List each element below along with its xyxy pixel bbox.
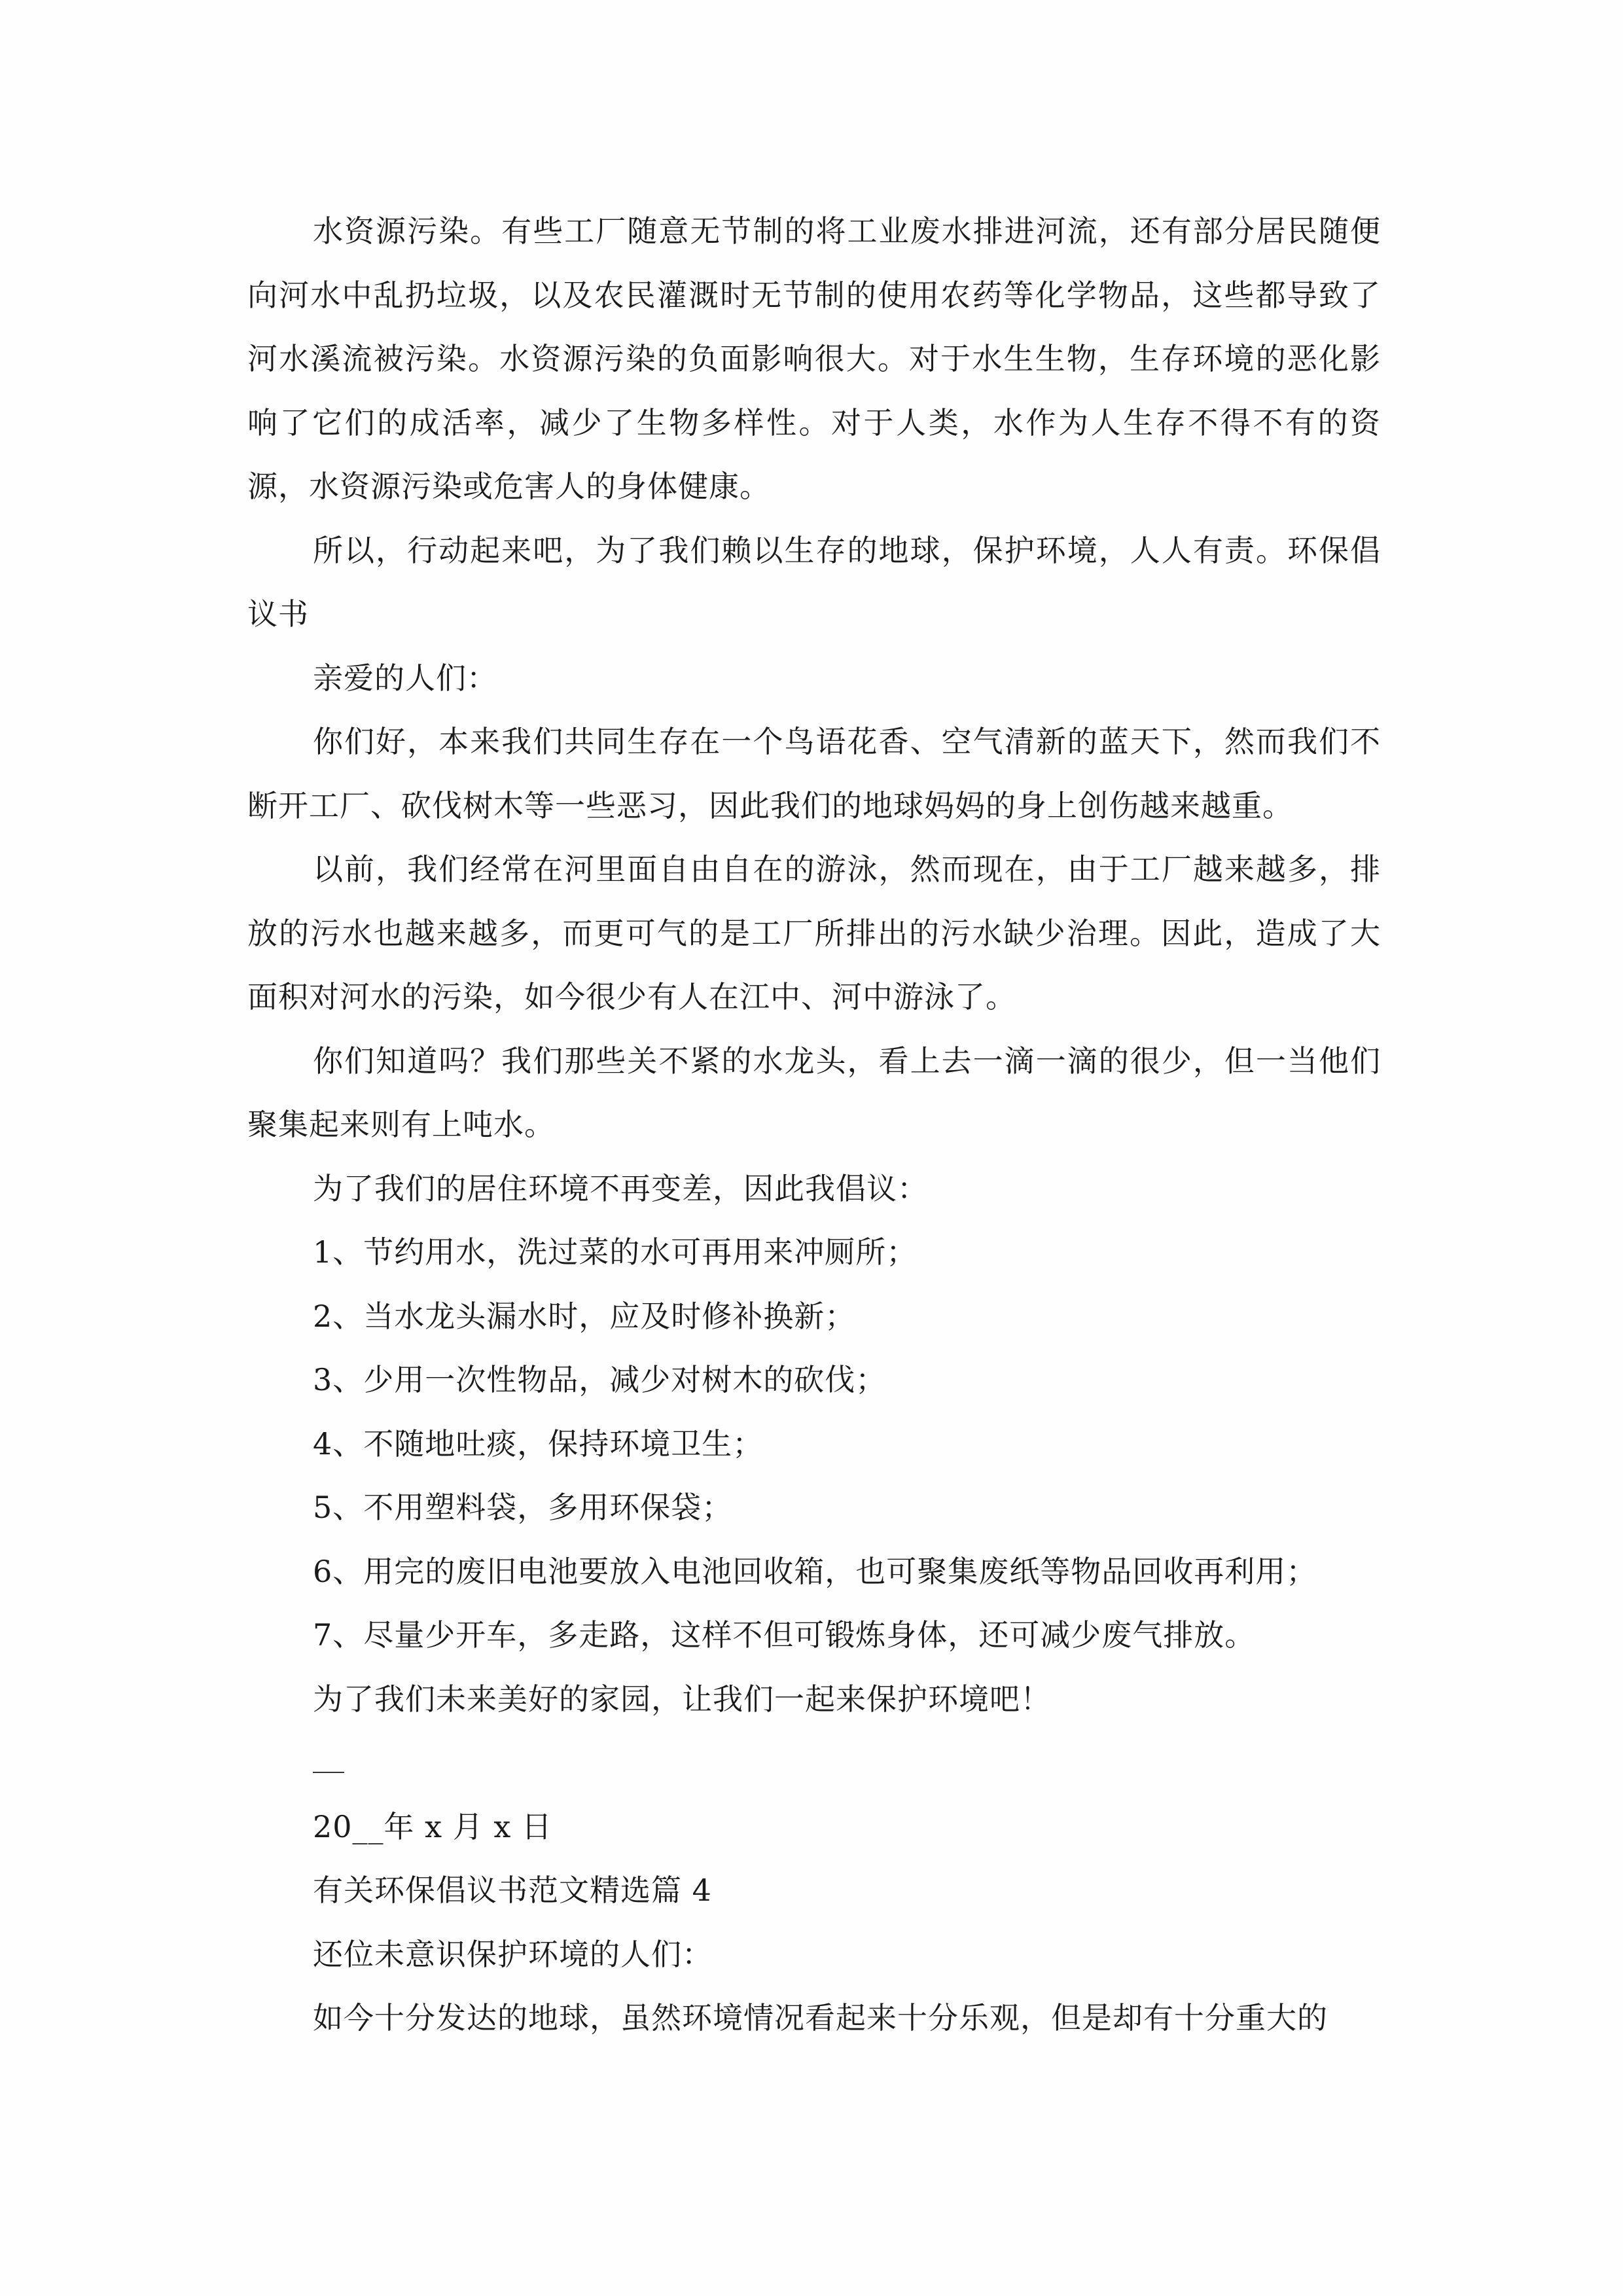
proposal-item: 6、用完的废旧电池要放入电池回收箱，也可聚集废纸等物品回收再利用； [313,1553,1317,1589]
closing-line: 为了我们未来美好的家园，让我们一起来保护环境吧！ [313,1681,1051,1717]
proposal-item: 5、不用塑料袋，多用环保袋； [313,1490,733,1525]
proposal-item: 1、节约用水，洗过菜的水可再用来冲厕所； [313,1234,918,1270]
greeting-line: 还位未意识保护环境的人们： [313,1936,713,1972]
section-title: 有关环保倡议书范文精选篇 4 [313,1873,712,1908]
salutation: 亲爱的人们： [313,660,497,696]
paragraph-call-to-action: 所以，行动起来吧，为了我们赖以生存的地球，保护环境，人人有责。环保倡议书 [247,532,1381,632]
signature-rule [247,1731,1381,1795]
paragraph-proposal-intro: 为了我们的居住环境不再变差，因此我倡议： [313,1170,928,1206]
proposal-item: 4、不随地吐痰，保持环境卫生； [313,1426,764,1462]
signature-dash [313,1772,344,1773]
proposal-item: 7、尽量少开车，多走路，这样不但可锻炼身体，还可减少废气排放。 [313,1617,1256,1653]
paragraph-water-pollution: 水资源污染。有些工厂随意无节制的将工业废水排进河流，还有部分居民随便向河水中乱扔垃圾，以及农民灌溉时无节制的使用农药等化学物品，这些都导致了河水溪流被污染。水资源污染的负面影响很大。对于水生生物，生存环境的恶化影响了它们的成活率，减少了生物多样性。对于人类，水作为人生存不得不有的资源，水资源污染或危害人的身体健康。 [247,213,1381,504]
paragraph-earth: 如今十分发达的地球，虽然环境情况看起来十分乐观，但是却有十分重大的 [313,2000,1328,2036]
date-line: 20__年 x 月 x 日 [313,1808,552,1844]
paragraph-faucet: 你们知道吗？我们那些关不紧的水龙头，看上去一滴一滴的很少，但一当他们聚集起来则有上吨水。 [247,1043,1381,1142]
proposal-item: 2、当水龙头漏水时，应及时修补换新； [313,1298,856,1334]
paragraph-past-swimming: 以前，我们经常在河里面自由自在的游泳，然而现在，由于工厂越来越多，排放的污水也越来越多，而更可气的是工厂所排出的污水缺少治理。因此，造成了大面积对河水的污染，如今很少有人在江中、河中游泳了。 [247,852,1381,1014]
proposal-item: 3、少用一次性物品，减少对树木的砍伐； [313,1362,887,1397]
document-body [247,200,1381,2051]
paragraph-greeting: 你们好，本来我们共同生存在一个鸟语花香、空气清新的蓝天下，然而我们不断开工厂、砍伐树木等一些恶习，因此我们的地球妈妈的身上创伤越来越重。 [247,724,1381,823]
